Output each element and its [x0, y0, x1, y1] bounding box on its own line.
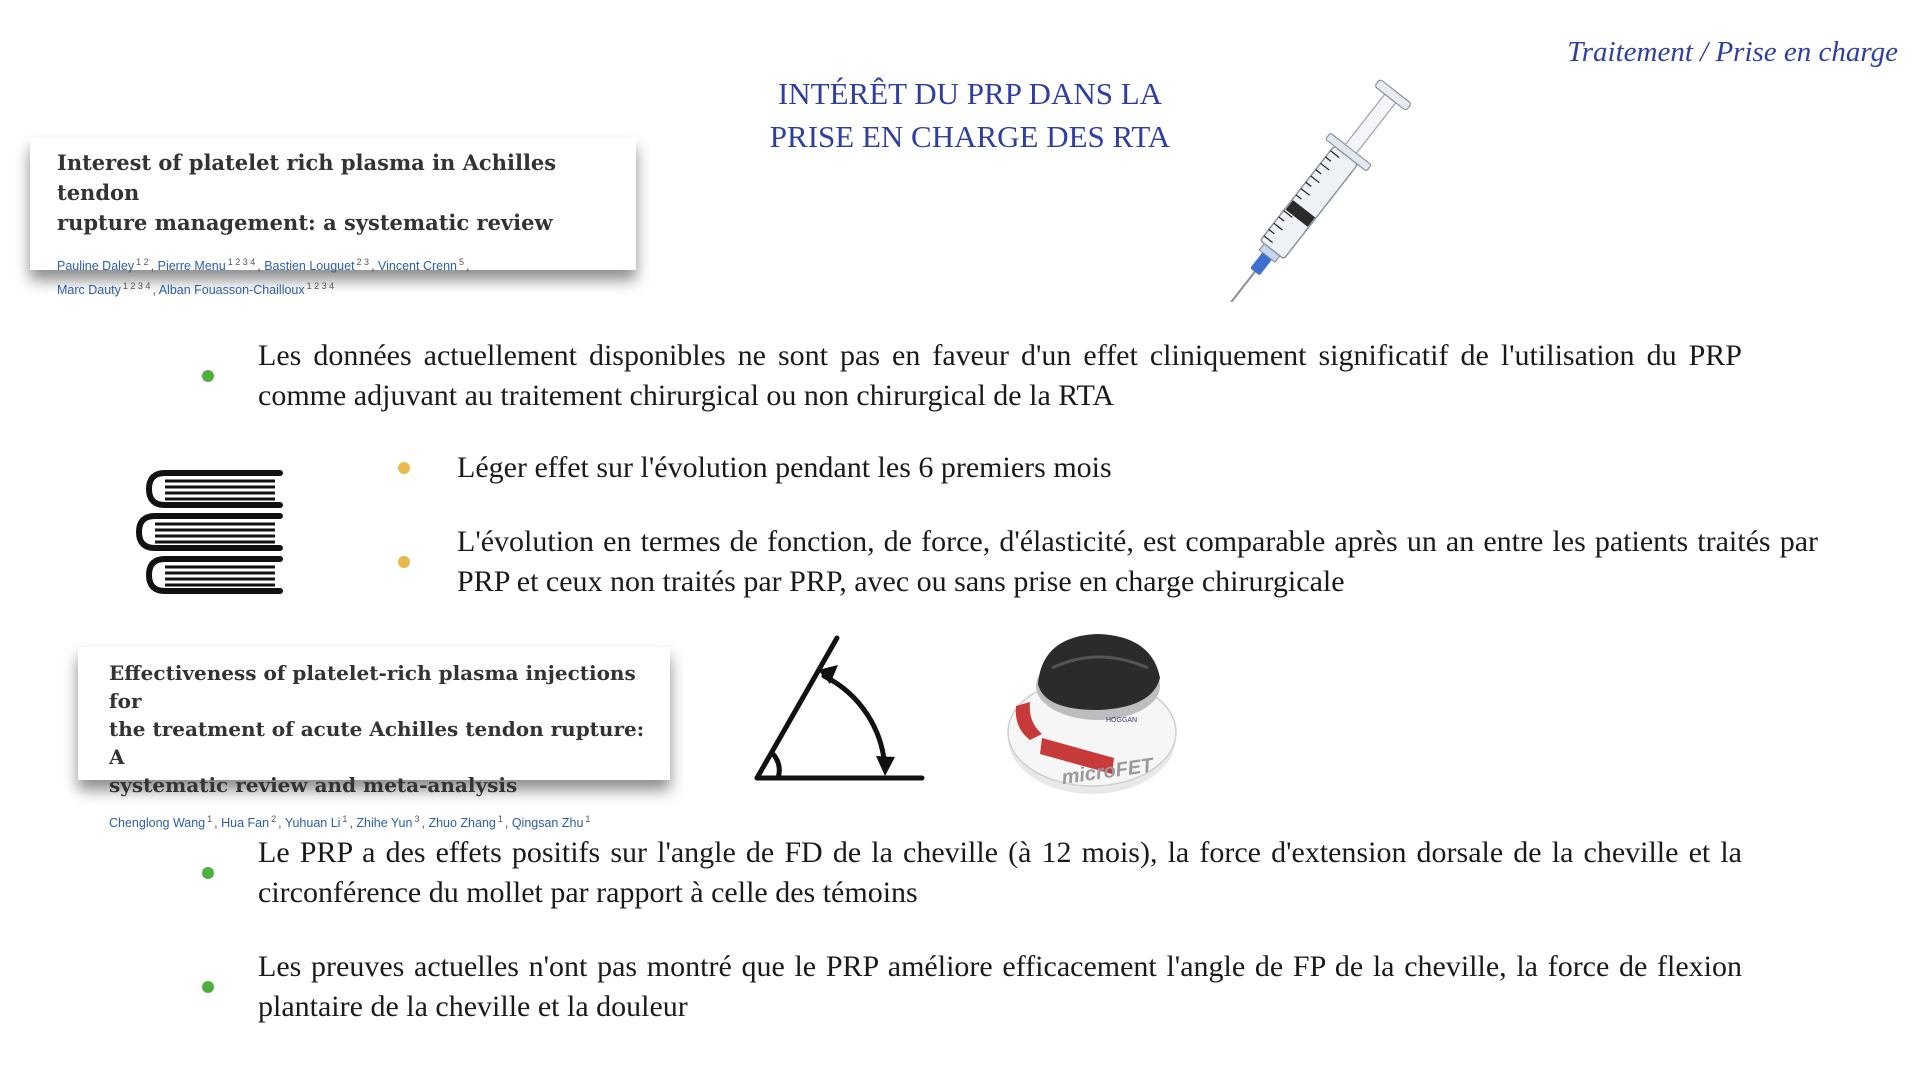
- angle-icon: [752, 632, 932, 782]
- author-link[interactable]: Bastien Louguet: [264, 259, 355, 274]
- reference-1-title-line-1: Interest of platelet rich plasma in Achilles tendon: [57, 150, 557, 205]
- section-label: Traitement / Prise en charge: [1567, 36, 1898, 68]
- author-link[interactable]: Marc Dauty: [57, 283, 121, 298]
- author-link[interactable]: Pauline Daley: [57, 259, 135, 274]
- bullet-sub-1: [398, 448, 1818, 488]
- author-affiliation: 1: [497, 814, 503, 824]
- reference-2-title-line-3: systematic review and meta-analysis: [109, 773, 518, 797]
- slide-title-line-1: INTÉRÊT DU PRP DANS LA: [777, 76, 1163, 111]
- bullet-main-3: [202, 947, 1742, 1027]
- reference-2-title: [109, 659, 650, 799]
- bullet-main-2-text: Le PRP a des effets positifs sur l'angle de FD de la cheville (à 12 mois), la force d'extension dorsale de la cheville et la circonférence du mollet par rapport à celle des témoins: [258, 836, 1742, 909]
- reference-card-1: [30, 138, 636, 298]
- reference-1-authors-line-1: Pauline Daley $^{1 2}$ , Pierre Menu $^{1 2 3 4}$ , Bastien Louguet $^{2 3}$ , Vincent Crenn $^5$ ,: [57, 257, 470, 274]
- bullet-dot-icon: [202, 867, 214, 879]
- author-affiliation: 1 2: [136, 257, 149, 267]
- bullet-dot-icon: [398, 556, 410, 568]
- author-link[interactable]: Zhihe Yun: [356, 816, 413, 831]
- author-link[interactable]: Qingsan Zhu: [511, 816, 584, 831]
- reference-card-2: [78, 647, 670, 831]
- author-link[interactable]: Vincent Crenn: [378, 259, 458, 274]
- reference-1-authors: [57, 252, 610, 300]
- bullet-main-2: [202, 833, 1742, 913]
- reference-2-title-line-2: the treatment of acute Achilles tendon rupture: A: [109, 717, 645, 769]
- bullet-sub-2: [398, 522, 1818, 602]
- bullet-main-3-text: Les preuves actuelles n'ont pas montré que le PRP améliore efficacement l'angle de FP de la cheville, la force de flexion plantaire de la cheville et la douleur: [258, 950, 1742, 1023]
- author-affiliation: 1 2 3 4: [306, 281, 335, 292]
- author-link[interactable]: Zhuo Zhang: [428, 816, 496, 831]
- reference-1-title-line-2: rupture management: a systematic review: [57, 210, 553, 235]
- reference-1-title: [57, 148, 610, 238]
- author-affiliation: 3: [414, 814, 420, 824]
- bullet-dot-icon: [202, 370, 214, 382]
- author-affiliation: 2: [271, 814, 277, 824]
- dynamometer-brand: microFET: [1060, 754, 1155, 790]
- reference-2-title-line-1: Effectiveness of platelet-rich plasma injections for: [109, 661, 636, 713]
- reference-1-authors-line-2: Marc Dauty $^{1 2 3 4}$ , Alban Fouasson-Chailloux $^{1 2 3 4}$: [57, 281, 335, 298]
- books-icon: [135, 468, 285, 602]
- bullet-sub-1-text: Léger effet sur l'évolution pendant les 6 premiers mois: [457, 451, 1112, 484]
- author-affiliation: 1: [342, 814, 348, 824]
- bullet-main-1-text: Les données actuellement disponibles ne sont pas en faveur d'un effet cliniquement significatif de l'utilisation du PRP comme adjuvant au traitement chirurgical ou non chirurgical de la RTA: [258, 339, 1742, 412]
- bullet-dot-icon: [202, 981, 214, 993]
- bullet-main-1: [202, 336, 1742, 416]
- author-link[interactable]: Yuhuan Li: [284, 816, 341, 831]
- author-affiliation: 1 2 3 4: [227, 257, 256, 267]
- author-link[interactable]: Alban Fouasson-Chailloux: [158, 283, 305, 298]
- author-link[interactable]: Chenglong Wang: [109, 816, 206, 831]
- bullet-sub-2-text: L'évolution en termes de fonction, de force, d'élasticité, est comparable après un an entre les patients traités par PRP et ceux non traités par PRP, avec ou sans prise en charge chirurgicale: [457, 525, 1818, 598]
- dynamometer-icon: [1002, 628, 1182, 800]
- author-affiliation: 5: [459, 257, 465, 267]
- author-link[interactable]: Pierre Menu: [157, 259, 226, 274]
- slide-title-line-2: PRISE EN CHARGE DES RTA: [769, 119, 1171, 154]
- slide-title: [690, 72, 1250, 158]
- author-affiliation: 1: [585, 814, 591, 824]
- author-affiliation: 1: [207, 814, 213, 824]
- syringe-icon: [1195, 62, 1455, 302]
- dynamometer-maker: HOGGAN: [1106, 717, 1138, 724]
- bullet-dot-icon: [398, 462, 410, 474]
- author-link[interactable]: Hua Fan: [221, 816, 270, 831]
- reference-2-authors: Chenglong Wang $^1$ , Hua Fan $^2$ , Yuhuan Li $^1$ , Zhihe Yun $^3$ , Zhuo Zhang $^1$ , Qingsan Zhu $^1$: [109, 814, 591, 831]
- author-affiliation: 2 3: [356, 257, 370, 267]
- author-affiliation: 1 2 3 4: [122, 281, 151, 292]
